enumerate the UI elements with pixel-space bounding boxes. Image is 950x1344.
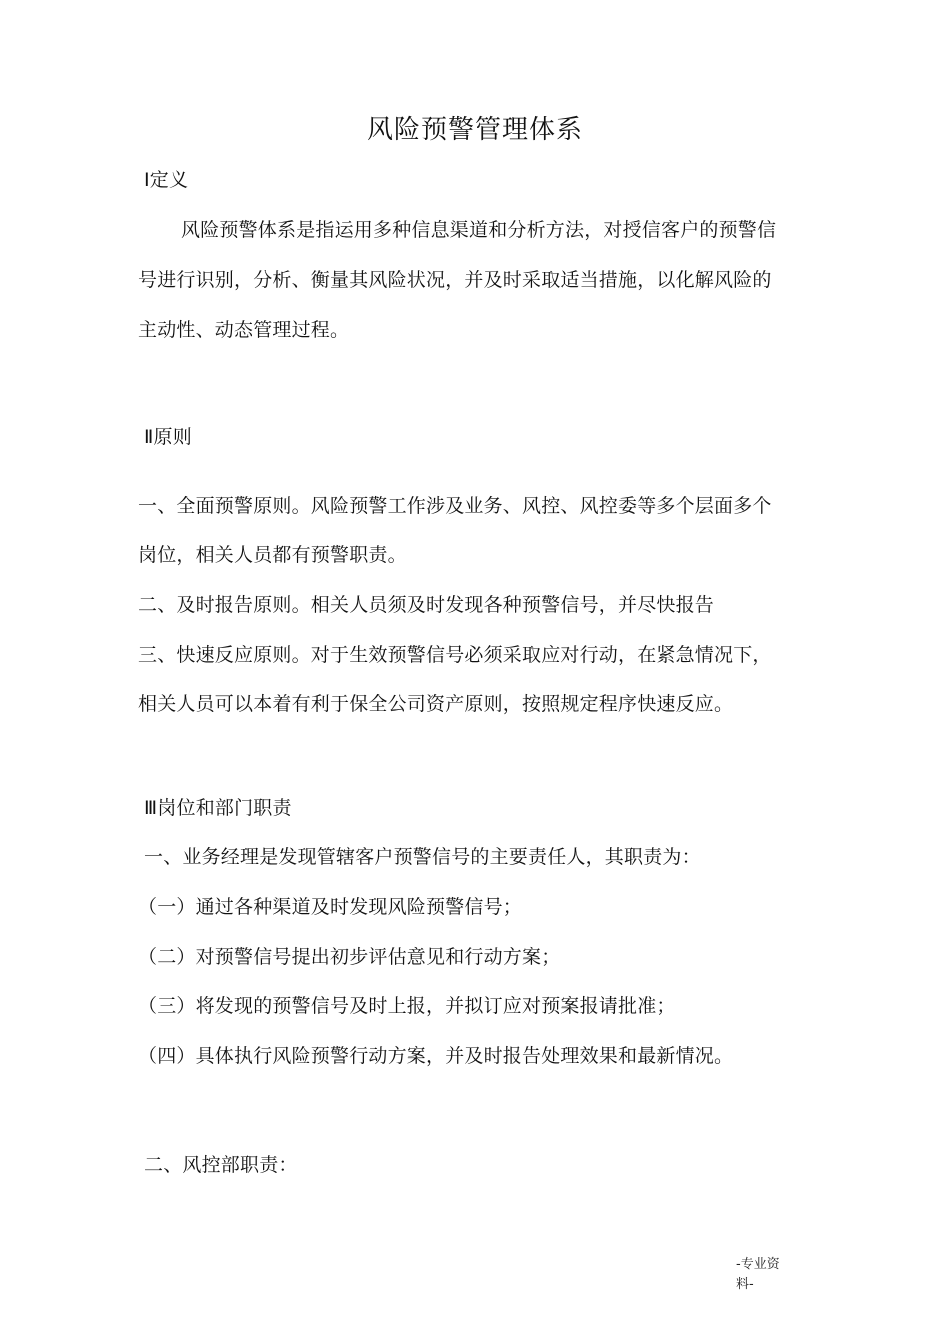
responsibility-line: （二）对预警信号提出初步评估意见和行动方案； xyxy=(138,946,561,968)
section-heading-principles: Ⅱ原则 xyxy=(144,426,192,448)
definition-paragraph-line: 风险预警体系是指运用多种信息渠道和分析方法，对授信客户的预警信 xyxy=(181,219,777,241)
page-footer: -专业资料- xyxy=(736,1257,780,1292)
section-heading-responsibilities: Ⅲ岗位和部门职责 xyxy=(144,797,292,819)
principle-line: 二、及时报告原则。相关人员须及时发现各种预警信号，并尽快报告 xyxy=(138,594,715,616)
page-title: 风险预警管理体系 xyxy=(366,115,583,145)
section-heading-definition: Ⅰ定义 xyxy=(144,169,189,191)
responsibility-line: （四）具体执行风险预警行动方案，并及时报告处理效果和最新情况。 xyxy=(138,1045,734,1067)
principle-line: 一、全面预警原则。风险预警工作涉及业务、风控、风控委等多个层面多个 xyxy=(138,495,772,517)
responsibility-line: 一、业务经理是发现管辖客户预警信号的主要责任人，其职责为： xyxy=(144,846,701,868)
principle-line: 相关人员可以本着有利于保全公司资产原则，按照规定程序快速反应。 xyxy=(138,693,734,715)
responsibility-line: （三）将发现的预警信号及时上报，并拟订应对预案报请批准； xyxy=(138,995,676,1017)
sub-heading-risk-control: 二、风控部职责： xyxy=(144,1154,298,1176)
definition-paragraph-line: 号进行识别，分析、衡量其风险状况，并及时采取适当措施，以化解风险的 xyxy=(138,269,772,291)
principle-line: 岗位，相关人员都有预警职责。 xyxy=(138,544,407,566)
principle-line: 三、快速反应原则。对于生效预警信号必须采取应对行动，在紧急情况下， xyxy=(138,644,772,666)
responsibility-line: （一）通过各种渠道及时发现风险预警信号； xyxy=(138,896,523,918)
definition-paragraph-line: 主动性、动态管理过程。 xyxy=(138,319,350,341)
